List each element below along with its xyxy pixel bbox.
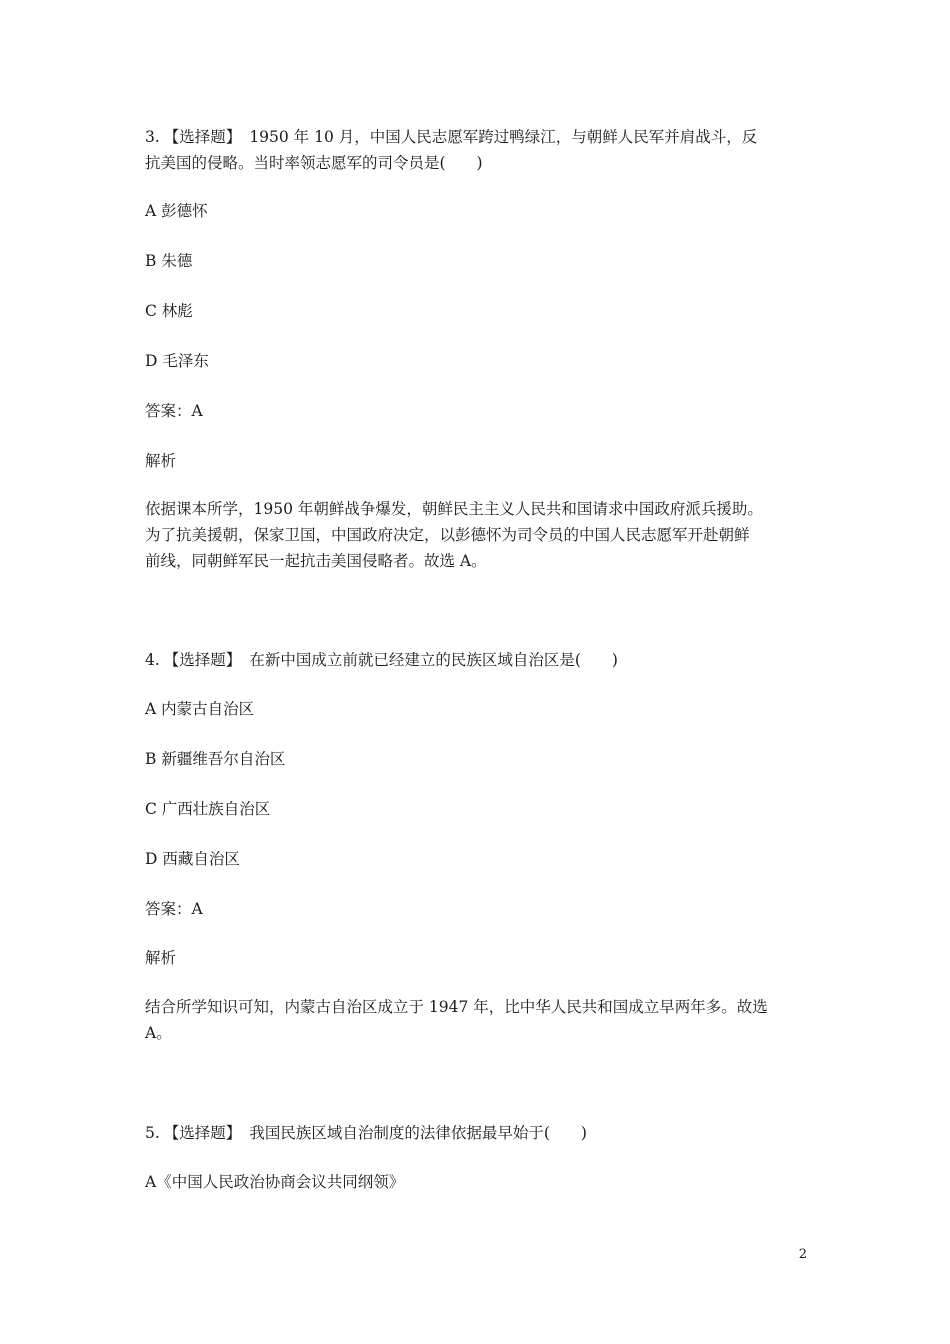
question-3-analysis-line-1: 依据课本所学，1950 年朝鲜战争爆发，朝鲜民主主义人民共和国请求中国政府派兵援助。 — [145, 500, 763, 518]
question-4-option-b: B 新疆维吾尔自治区 — [145, 750, 286, 768]
question-4-option-a: A 内蒙古自治区 — [145, 700, 255, 718]
question-4-analysis — [145, 994, 810, 1046]
question-3-stem-line-1 — [145, 124, 810, 150]
question-3-stem — [145, 124, 810, 176]
question-4-type-tag: 【选择题】 — [163, 651, 242, 669]
question-4-answer: 答案：A — [145, 900, 203, 918]
question-4-stem-text: 在新中国成立前就已经建立的民族区域自治区是( ) — [249, 651, 618, 669]
question-4-option-c: C 广西壮族自治区 — [145, 800, 271, 818]
question-5-type-tag: 【选择题】 — [163, 1124, 242, 1142]
question-4-stem — [145, 647, 810, 673]
question-3-answer: 答案：A — [145, 402, 203, 420]
question-3-analysis-line-3: 前线，同朝鲜军民一起抗击美国侵略者。故选 A。 — [145, 552, 487, 570]
question-3-analysis-line-2: 为了抗美援朝，保家卫国，中国政府决定，以彭德怀为司令员的中国人民志愿军开赴朝鲜 — [145, 526, 750, 544]
question-3-option-d: D 毛泽东 — [145, 352, 209, 370]
question-4-analysis-label: 解析 — [145, 949, 177, 967]
question-4-analysis-line-1: 结合所学知识可知，内蒙古自治区成立于 1947 年，比中华人民共和国成立早两年多。故选 — [145, 998, 768, 1016]
question-3-type-tag: 【选择题】 — [163, 128, 242, 146]
question-3-stem-text-1: 1950 年 10 月，中国人民志愿军跨过鸭绿江，与朝鲜人民军并肩战斗，反 — [249, 128, 758, 146]
question-5-stem-text: 我国民族区域自治制度的法律依据最早始于( ) — [249, 1124, 587, 1142]
question-3-analysis-label: 解析 — [145, 452, 177, 470]
question-3-option-b: B 朱德 — [145, 252, 193, 270]
question-3-option-a: A 彭德怀 — [145, 202, 208, 220]
question-3-number: 3. — [145, 128, 160, 146]
question-4-option-d: D 西藏自治区 — [145, 850, 240, 868]
question-4-number: 4. — [145, 651, 160, 669]
question-4-analysis-line-2: A。 — [145, 1024, 172, 1042]
question-5-option-a: A《中国人民政治协商会议共同纲领》 — [145, 1173, 405, 1191]
question-3-analysis — [145, 496, 810, 574]
page-number: 2 — [798, 1247, 807, 1262]
question-5-number: 5. — [145, 1124, 160, 1142]
question-5-stem — [145, 1120, 810, 1146]
question-3-option-c: C 林彪 — [145, 302, 193, 320]
question-3-stem-line-2: 抗美国的侵略。当时率领志愿军的司令员是( ) — [145, 154, 483, 172]
